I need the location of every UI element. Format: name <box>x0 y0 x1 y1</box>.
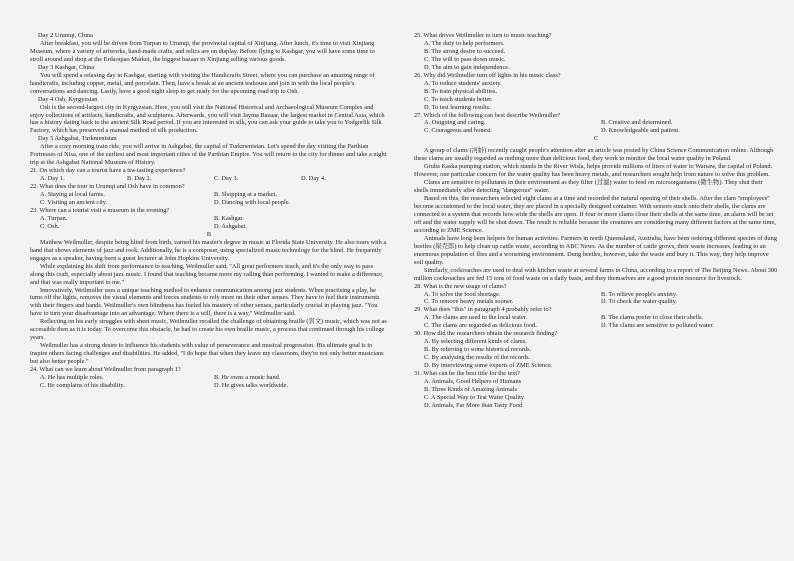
option: D. The clams are sensitive to polluted water. <box>601 322 714 330</box>
option: A. The clams are used to the local water. <box>424 314 528 322</box>
question-22-options <box>30 191 388 207</box>
option: A. Outgoing and caring. <box>424 119 486 127</box>
option: B. To relieve people's anxiety. <box>601 290 678 298</box>
option: C. Courageous and honest. <box>424 127 493 135</box>
day4-title: Day 4 Osh, Kyrgyzstan <box>38 95 98 103</box>
option: C. Visiting an ancient city. <box>40 199 108 207</box>
option: C. He complains of his disability. <box>40 381 125 389</box>
b-paragraph-1: Matthew Weilmuller, despite being blind from birth, earned his master's degree in music at Florida State University. He also tours with a band that shows elements of jazz and rock. Additionally, he is a composer, using specialized music technology for the blind. He frequently engages as a speaker, having been a guest lecturer at John Hopkins University. <box>30 238 387 262</box>
option: A. By selecting different kinds of clams. <box>424 338 527 346</box>
question-27: 27. Which of the following can best describe Weilmuller? <box>414 111 561 119</box>
question-30: 30. How did the researchers obtain the research finding? <box>414 330 558 338</box>
option: B. Three Kinds of Amazing Animals <box>424 385 517 393</box>
option: D. Dancing with local people. <box>214 199 291 207</box>
option: A. Animals, Good Helpers of Humans <box>424 377 522 385</box>
option: C. Osh. <box>40 222 60 230</box>
option: C. The will to pass down music. <box>424 55 506 63</box>
c-paragraph-1: A group of clams (河蚌) recently caught people's attention after an article was posted by China Science Communication online. Although these clams are usually regarded as nothing more than delicious food, they work to monitor the local water quality in Poland. <box>414 147 774 163</box>
question-26-options <box>414 80 778 112</box>
question-21: 21. On which day can a tourist have a tea-tasting experience? <box>30 167 186 175</box>
question-26: 26. Why did Weilmuller turn off lights in his music class? <box>414 71 561 79</box>
option: C. A Special Way to Test Water Quality <box>424 393 525 401</box>
option: A. Turpan. <box>40 214 68 222</box>
section-b-heading: B <box>206 230 212 238</box>
option: B. Day 2. <box>127 175 152 183</box>
question-22: 22. What does the tour in Urumqi and Osh have in common? <box>30 183 185 191</box>
option: D. The aim to gain independence. <box>424 63 510 71</box>
option: A. Staying at local farms. <box>40 191 105 199</box>
option: B. The clams prefer to close their shells. <box>601 314 704 322</box>
day4-text: Osh is the second-largest city in Kyrgyzstan. Here, you will visit the National Historical and Archaeological Museum Complex and enjoy collections of artifacts, handicrafts, and sculptures. Afterwards, you will visit Jayma Bazaar, the largest market in Central Asia, which has a history dating back to the ancient Silk Road period. If you are interested in silk, you can ask your guide to take you to Yodgorlik Silk Factory, which has preserved a manual method of silk production. <box>30 103 385 135</box>
option: C. By analysing the results of the records. <box>424 354 531 362</box>
c-paragraph-2: Gruba Kaska pumping station, which stands in the River Wisla, helps provide millions of liters of water to Warsaw, the capital of Poland. However, one particular concern for the water quality has been heavy metals, and researchers sought help from nature to solve this problem. <box>414 163 773 179</box>
question-23: 23. Where can a tourist visit a museum in the evening? <box>30 206 170 214</box>
option: A. He has multiple roles. <box>40 373 104 381</box>
day3-text: You will spend a relaxing day in Kashgar, starting with visiting the Handicrafts Street, where you can purchase an amazing range of handicrafts, including copper, metal, and porcelain. Then, have a break at an ancient teahouse and join in with the local people's conversations and dancing. Lastly, have a good night sleep to get ready for the upcoming road trip to Osh. <box>30 71 375 95</box>
question-21-options <box>30 175 388 183</box>
option: B. Creative and determined. <box>601 119 673 127</box>
option: D. By interviewing some experts of ZME Science. <box>424 362 553 370</box>
option: A. To solve the food shortage. <box>424 290 501 298</box>
question-29-options <box>414 314 778 330</box>
option: B. He owns a music band. <box>214 373 281 381</box>
day5-text: After a cozy morning train ride, you will arrive in Ashgabat, the capital of Turkmenistan. Let's spend the day visiting the Parthian Fortresses of Nisa, one of the earliest and most important cities of the Parthian Empire. You will return to the city for dinner and take a night trip at the Ashgabat National Museum of History. <box>30 143 387 167</box>
question-24: 24. What can we learn about Weilmuller from paragraph 1? <box>30 366 181 374</box>
option: C. Day 3. <box>214 175 239 183</box>
option: D. To test learning results. <box>424 103 491 111</box>
b-paragraph-5: Weilmuller has a strong desire to influence his students with value of perseverance and musical progression. His ultimate goal is to inspire others facing challenges and disabilities. He added, "I do hope that when they leave my classroom, they're not only better musicians but also better people." <box>30 342 384 366</box>
option: C. To remove heavy metals sooner. <box>424 298 514 306</box>
option: A. Day 1. <box>40 175 65 183</box>
option: B. The strong desire to succeed. <box>424 47 506 55</box>
right-column <box>414 32 778 410</box>
option: D. He gives talks worldwide. <box>214 381 288 389</box>
question-23-options <box>30 215 388 231</box>
question-28: 28. What is the new usage of clams? <box>414 282 507 290</box>
option: A. To reduce students' anxiety. <box>424 79 502 87</box>
question-24-options <box>30 374 388 390</box>
option: B. By referring to some historical records. <box>424 346 532 354</box>
c-paragraph-6: Similarly, cockroaches are used to deal with kitchen waste at several farms in China, according to a report of The Beijing News. About 300 million cockroaches are fed 15 tons of food waste on a daily basis, and they themselves are a good protein resource for livestock. <box>414 266 778 282</box>
c-paragraph-3: Clams are sensitive to pollutants in their environment as they filter (过滤) water to feed on microorganisms (微生物). They shut their shells immediately after detecting "dangerous" water. <box>414 179 763 195</box>
option: C. The clams are regarded as delicious food. <box>424 322 537 330</box>
option: C. To teach students better. <box>424 95 493 103</box>
option: B. To train physical abilities. <box>424 87 498 95</box>
c-paragraph-5: Animals have long been helpers for human activities. Farmers in north Queensland, Australia, have been ordering different species of dung beetles (屎壳郎) to help clean up cattle waste, according to ABC News. As the number of cattle grows, their waste increases, leading to an enormous population of flies and a worsening environment. Dung beetles, however, take the waste and bury it. This way, they help improve soil quality. <box>414 234 777 266</box>
b-paragraph-3: Innovatively, Weilmuller uses a unique teaching method to enhance communication among jazz students. When practising a play, he turns off the lights, removes the visual elements and forces students to rely more on their other senses. They have to feel their instruments with their fingers and hands. Weilmuller's own blindness has fueled his mastery of other senses, particularly crucial in playing jazz. "You have to turn your disadvantage into an advantage. Where there is a will, there is a way," Weilmuller said. <box>30 286 380 318</box>
option: D. To check the water quality. <box>601 298 678 306</box>
option: B. Kashgar. <box>214 214 244 222</box>
option: D. Ashgabat. <box>214 222 247 230</box>
c-paragraph-4: Based on this, the researchers selected eight clams at a time and recorded the natural opening of their shells. After the clam "employees" become accustomed to the local water, they are placed in a specially designed container. With sensors stuck onto their shells, the clams are connected to a system that records how wide the shells are open. If four or more clams close their shells at the same time, an alarm will be set off and the water supply will be shut down. The result is reliable because the creatures are considering many different factors at the same time, according to ZME Science. <box>414 195 776 234</box>
question-31-options <box>414 378 778 410</box>
option: B. Shopping at a market. <box>214 191 278 199</box>
section-c-heading: C <box>593 135 599 143</box>
question-28-options <box>414 291 778 307</box>
option: D. Day 4. <box>301 175 326 183</box>
question-27-options <box>414 119 778 135</box>
option: A. The duty to help performers. <box>424 39 505 47</box>
option: D. Knowledgeable and patient. <box>601 127 680 135</box>
question-25-options <box>414 40 778 72</box>
b-paragraph-4: Reflecting on his early struggles with sheet music, Weilmuller recalled the challenge of obtaining braille (盲文) music, which was not as accessible then as it is today. To overcome this obstacle, he had to create his own braille music, a process that continued through his college years. <box>30 318 387 342</box>
question-31: 31. What can be the best title for the text? <box>414 370 520 378</box>
day2-text: After breakfast, you will be driven from Turpan to Urumqi, the provincial capital of Xinjiang. After lunch, it's time to visit Xinjiang Museum, where a variety of artworks, hand-made crafts, and relics are on display. Before flying to Kashgar, you will have some time to stroll around and shop at the Erdaoqiao Market, the biggest bazaar in Xinjiang selling various goods. <box>30 39 375 63</box>
question-25: 25. What drives Weilmuller to turn to music teaching? <box>414 32 552 39</box>
day5-title: Day 5 Ashgabat, Turkmenistan <box>38 135 117 143</box>
left-column <box>30 32 388 390</box>
question-29: 29. What does "this" in paragraph 4 probably refer to? <box>414 306 552 314</box>
option: D. Animals, Far More than Tasty Food <box>424 401 523 409</box>
day2-title: Day 2 Urumqi, China <box>38 32 93 39</box>
b-paragraph-2: While explaining his shift from performance to teaching, Weilmuller said, "All great performers teach, and it's the only way to pass along this craft, especially about jazz music. I found that teaching became more my calling than performing. I wanted to make a difference, and that was really important to me." <box>30 262 384 286</box>
question-30-options <box>414 338 778 370</box>
day3-title: Day 3 Kashgar, China <box>38 63 95 71</box>
